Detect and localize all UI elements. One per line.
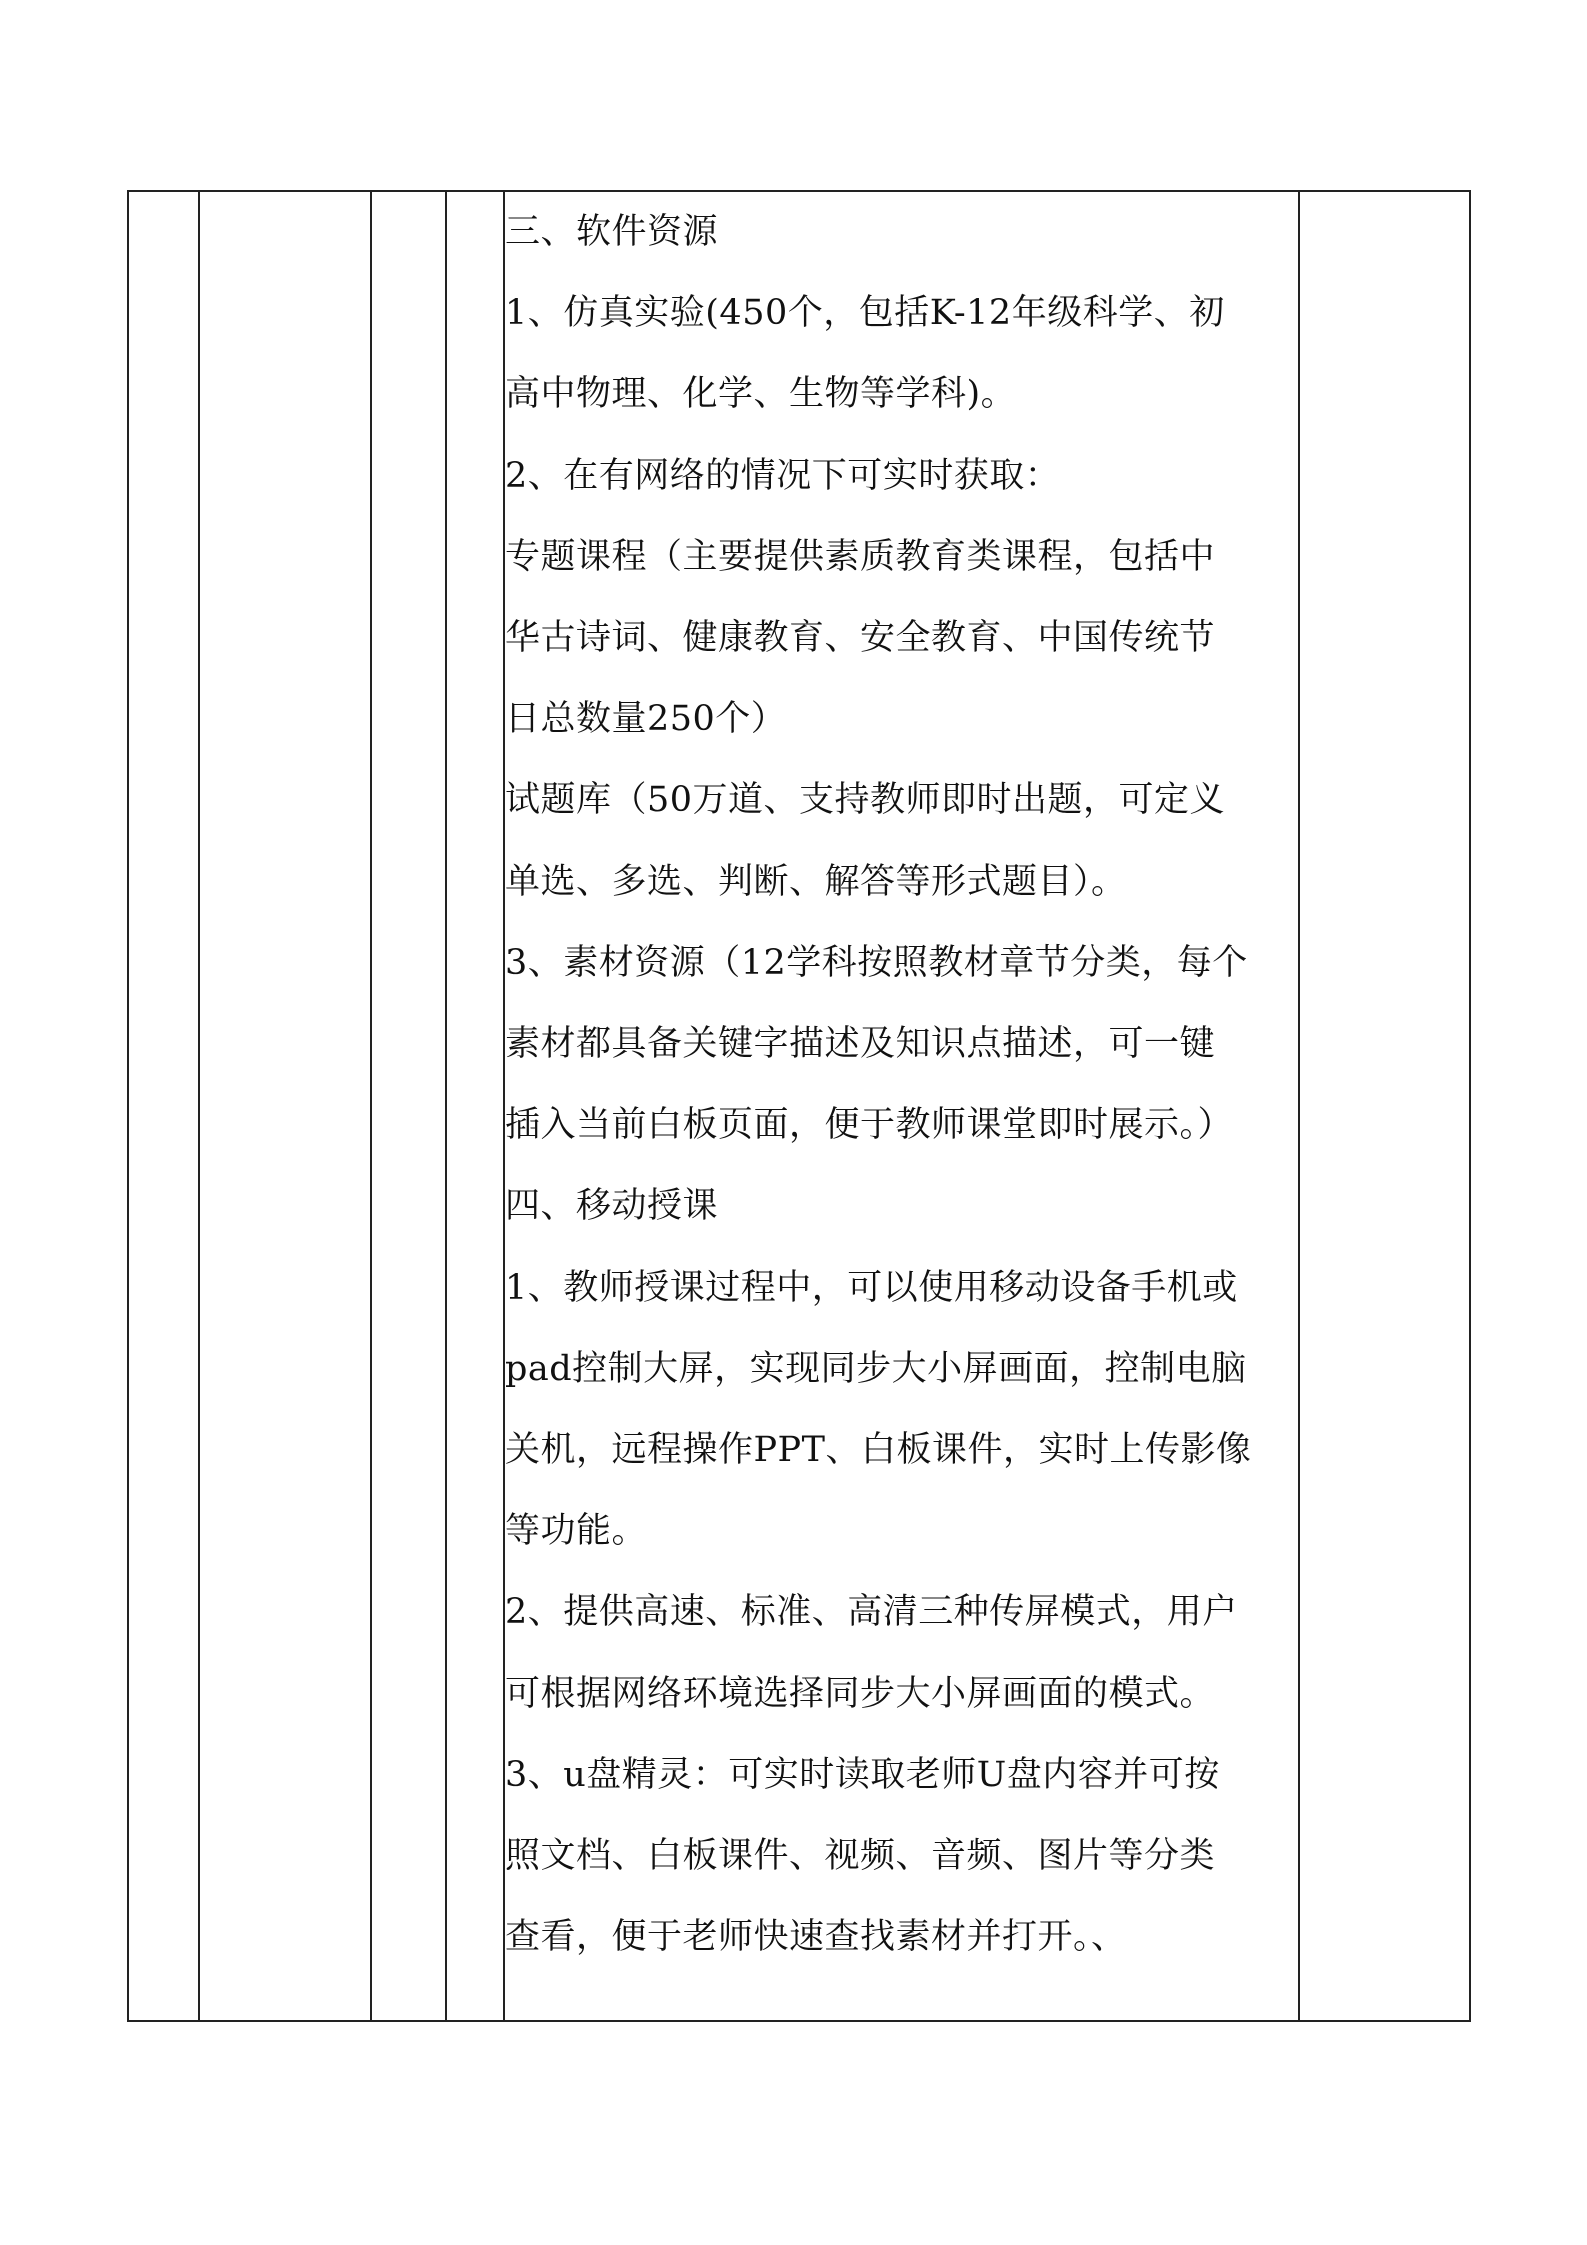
content-line: 高中物理、化学、生物等学科)。 xyxy=(505,374,1017,415)
content-line: 3、u盘精灵：可实时读取老师U盘内容并可按 xyxy=(505,1754,1220,1795)
table-cell-content xyxy=(504,191,1299,2021)
table-cell-col2 xyxy=(199,191,371,2021)
content-line: 单选、多选、判断、解答等形式题目）。 xyxy=(505,861,1127,902)
table-row xyxy=(128,191,1470,2021)
content-line: 华古诗词、健康教育、安全教育、中国传统节 xyxy=(505,618,1216,659)
content-line: 照文档、白板课件、视频、音频、图片等分类 xyxy=(505,1836,1216,1877)
content-line: 插入当前白板页面，便于教师课堂即时展示。） xyxy=(505,1105,1234,1146)
content-line: 2、在有网络的情况下可实时获取： xyxy=(505,455,1061,496)
spec-table xyxy=(127,190,1471,2022)
content-line: 试题库（50万道、支持教师即时出题，可定义 xyxy=(505,780,1226,821)
content-line: 素材都具备关键字描述及知识点描述，可一键 xyxy=(505,1024,1216,1065)
table-cell-col1 xyxy=(128,191,199,2021)
content-line: pad控制大屏，实现同步大小屏画面，控制电脑 xyxy=(505,1348,1247,1389)
content-line: 三、软件资源 xyxy=(505,212,719,252)
content-line: 专题课程（主要提供素质教育类课程，包括中 xyxy=(505,536,1216,577)
content-line: 等功能。 xyxy=(505,1511,648,1552)
content-line: 日总数量250个） xyxy=(505,699,787,740)
table-cell-col3 xyxy=(371,191,446,2021)
table-cell-col6 xyxy=(1299,191,1470,2021)
content-line: 查看，便于老师快速查找素材并打开。、 xyxy=(505,1917,1127,1958)
content-line: 可根据网络环境选择同步大小屏画面的模式。 xyxy=(505,1673,1216,1714)
table-cell-col4 xyxy=(446,191,504,2021)
content-line: 2、提供高速、标准、高清三种传屏模式，用户 xyxy=(505,1592,1238,1633)
content-line: 四、移动授课 xyxy=(505,1186,719,1227)
content-line: 1、仿真实验(450个，包括K-12年级科学、初 xyxy=(505,293,1225,334)
content-line: 关机，远程操作PPT、白板课件，实时上传影像 xyxy=(505,1430,1252,1471)
content-line: 3、素材资源（12学科按照教材章节分类，每个 xyxy=(505,942,1248,983)
content-line: 1、教师授课过程中，可以使用移动设备手机或 xyxy=(505,1267,1238,1308)
